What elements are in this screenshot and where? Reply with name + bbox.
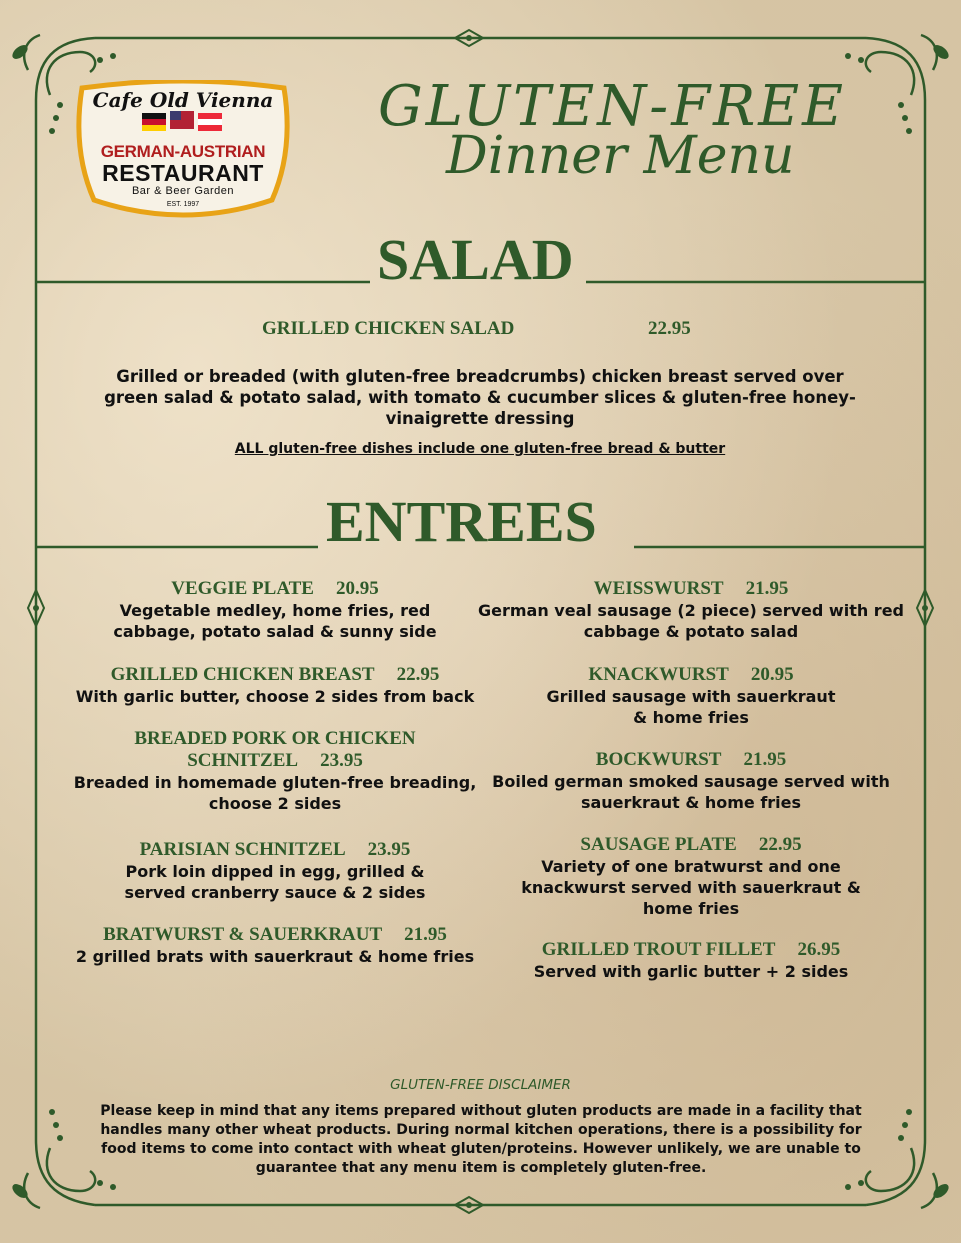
- menu-item-description: Grilled sausage with sauerkraut & home fries: [546, 687, 836, 727]
- menu-item-description: Served with garlic butter + 2 sides: [533, 962, 849, 981]
- menu-item-description: Variety of one bratwurst and one knackwurst served with sauerkraut & home fries: [521, 857, 861, 918]
- menu-item-name: BREADED PORK OR CHICKEN SCHNITZEL: [134, 728, 416, 771]
- menu-item-description: With garlic butter, choose 2 sides from back: [75, 687, 475, 706]
- menu-item: [476, 939, 906, 982]
- menu-item-price: 22.95: [758, 834, 802, 855]
- logo-bar: Bar & Beer Garden: [131, 185, 235, 197]
- menu-item: [60, 664, 490, 707]
- salad-item-name: GRILLED CHICKEN SALAD: [262, 318, 515, 339]
- menu-item-description: Vegetable medley, home fries, red cabbage, potato salad & sunny side: [113, 601, 437, 641]
- disclaimer-body: Please keep in mind that any items prepared without gluten products are made in a facility that handles many other wheat products. During normal kitchen operations, there is a possibility for food items to come into contact with wheat gluten/proteins. However unlikely, we are unable to guarantee that any menu item is completely gluten-free.: [100, 1103, 862, 1176]
- menu-title-line1: GLUTEN-FREE: [378, 74, 846, 139]
- menu-item-description: Boiled german smoked sausage served with sauerkraut & home fries: [492, 772, 890, 812]
- menu-item-name: KNACKWURST: [588, 664, 729, 685]
- menu-item-name: SAUSAGE PLATE: [580, 834, 737, 855]
- menu-item-name: GRILLED CHICKEN BREAST: [110, 664, 375, 685]
- logo-established: EST. 1997: [166, 201, 200, 208]
- menu-item-price: 22.95: [396, 664, 440, 685]
- entrees-heading: ENTREES: [326, 489, 597, 554]
- menu-item: [60, 839, 490, 903]
- menu-item-description: Pork loin dipped in egg, grilled & served cranberry sauce & 2 sides: [124, 862, 426, 902]
- menu-title-line2: Dinner Menu: [446, 126, 795, 186]
- menu-item: [60, 728, 490, 814]
- menu-item-name: VEGGIE PLATE: [171, 578, 314, 599]
- menu-item-name: WEISSWURST: [593, 578, 724, 599]
- disclaimer-title: GLUTEN-FREE DISCLAIMER: [390, 1077, 571, 1093]
- gluten-free-bread-note: ALL gluten-free dishes include one gluten-free bread & butter: [234, 441, 726, 457]
- menu-item-price: 23.95: [367, 839, 411, 860]
- salad-heading: SALAD: [377, 227, 574, 292]
- menu-item: [476, 834, 906, 919]
- salad-item-description: Grilled or breaded (with gluten-free breadcrumbs) chicken breast served over green salad & potato salad, with tomato & cucumber slices & gluten-free honey-vinaigrette dressing: [104, 367, 856, 428]
- menu-item-price: 20.95: [750, 664, 794, 685]
- menu-item-name: BRATWURST & SAUERKRAUT: [103, 924, 383, 945]
- restaurant-logo: [72, 80, 294, 225]
- salad-item-price: 22.95: [648, 318, 691, 339]
- menu-item-description: German veal sausage (2 piece) served with red cabbage & potato salad: [477, 601, 904, 641]
- menu-item-price: 21.95: [745, 578, 789, 599]
- menu-item-name: GRILLED TROUT FILLET: [541, 939, 776, 960]
- menu-item-description: Breaded in homemade gluten-free breading, choose 2 sides: [73, 773, 477, 813]
- menu-item-price: 21.95: [743, 749, 787, 770]
- menu-item-price: 20.95: [335, 578, 379, 599]
- menu-item: [476, 664, 906, 728]
- logo-cuisine: GERMAN-AUSTRIAN: [100, 142, 266, 161]
- menu-item-price: 26.95: [797, 939, 841, 960]
- logo-name: Cafe Old Vienna: [92, 88, 274, 112]
- menu-item: [476, 749, 906, 813]
- menu-item-price: 23.95: [320, 750, 363, 771]
- menu-item-name: BOCKWURST: [595, 749, 722, 770]
- menu-item: [60, 924, 490, 967]
- menu-item-name: PARISIAN SCHNITZEL: [139, 839, 346, 860]
- logo-restaurant: RESTAURANT: [102, 160, 264, 186]
- menu-item-price: 21.95: [404, 924, 447, 945]
- menu-item-description: 2 grilled brats with sauerkraut & home fries: [75, 947, 475, 966]
- menu-item: [476, 578, 906, 642]
- menu-item: [60, 578, 490, 642]
